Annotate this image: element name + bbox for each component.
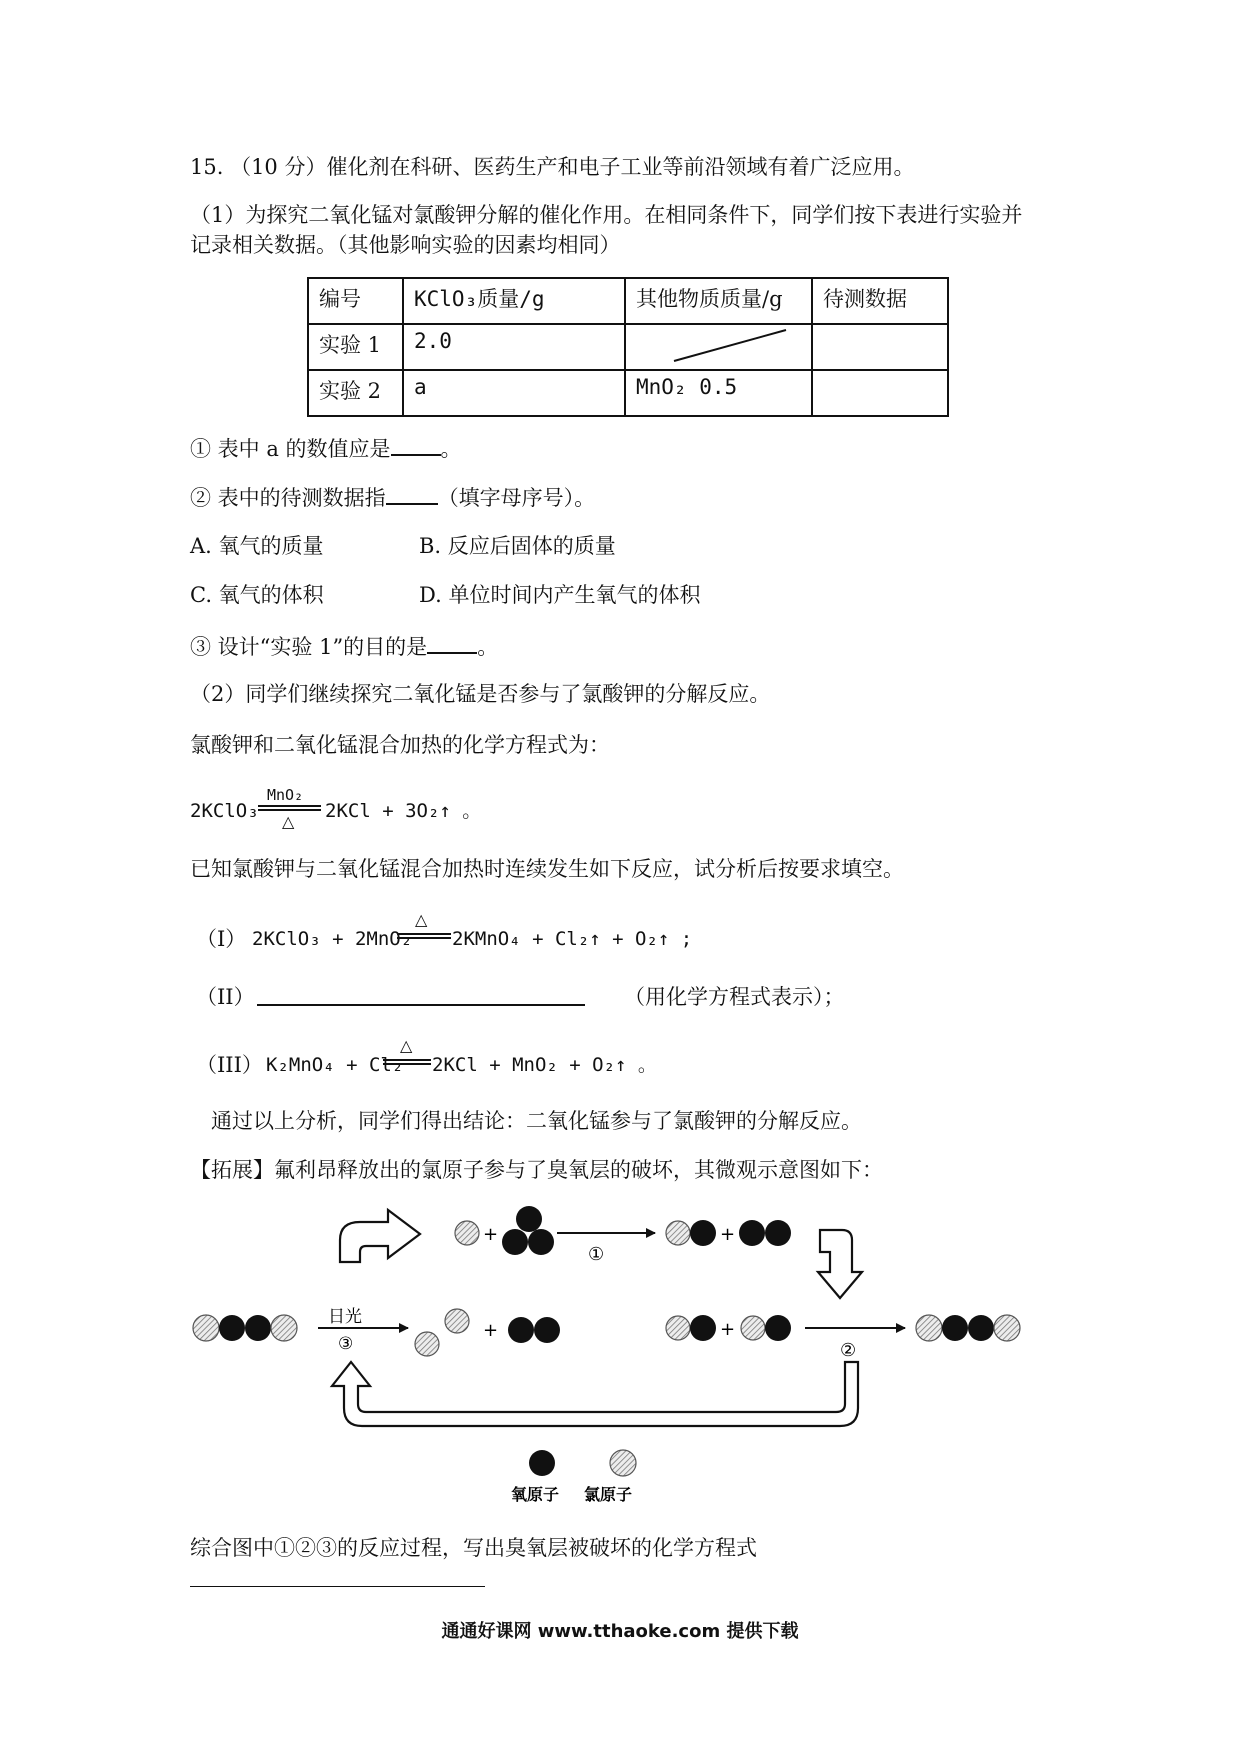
oxygen-atom [765,1220,791,1246]
part2-intro: （2）同学们继续探究二氧化锰是否参与了氯酸钾的分解反应。 [190,682,771,706]
reaction-1-left: 2KClO₃ + 2MnO₂ [252,928,413,950]
plus-sign: + [483,1320,499,1341]
reaction-2-note: （用化学方程式表示）； [624,985,845,1009]
part1-line2: 记录相关数据。（其他影响实验的因素均相同） [190,233,621,257]
part1-line1: （1）为探究二氧化锰对氯酸钾分解的催化作用。在相同条件下，同学们按下表进行实验并 [190,203,1023,227]
option-c: C. 氧气的体积 [190,583,324,607]
question-2-text: ② 表中的待测数据指 [190,486,386,510]
table-header-cell: 待测数据 [812,278,948,324]
table-header-cell: 其他物质质量/g [625,278,812,324]
main-eq-heat: △ [282,812,295,831]
oxygen-atom [516,1206,542,1232]
question-1-text: ① 表中 a 的数值应是 [190,437,391,461]
table-cell: MnO₂ 0.5 [625,370,812,416]
table-cell: 实验 2 [308,370,403,416]
reaction-1-right: 2KMnO₄ + Cl₂↑ + O₂↑ ; [452,928,693,950]
oxygen-atom [765,1315,791,1341]
reaction-3-right: 2KCl + MnO₂ + O₂↑ 。 [432,1054,657,1076]
question-3-text: ③ 设计“实验 1”的目的是 [190,635,428,659]
reaction-3-left: K₂MnO₄ + Cl₂ [266,1054,404,1076]
chlorine-atom [445,1309,469,1333]
oxygen-atom [690,1315,716,1341]
conclusion: 通过以上分析，同学们得出结论：二氧化锰参与了氯酸钾的分解反应。 [211,1109,862,1133]
footer-watermark: 通通好课网 www.tthaoke.com 提供下载 [441,1621,799,1642]
oxygen-atom [534,1317,560,1343]
oxygen-atom [502,1229,528,1255]
option-d: D. 单位时间内产生氧气的体积 [419,583,701,607]
question-2-end: （填字母序号）。 [437,486,596,510]
chlorine-atom [666,1316,690,1340]
table-cell: 实验 1 [308,324,403,370]
question-3-end: 。 [477,635,499,659]
legend-oxygen-atom [529,1450,555,1476]
chlorine-atom [994,1315,1020,1341]
table-header-cell: KClO₃质量/g [403,278,625,324]
legend-chlorine-atom [610,1450,636,1476]
legend-chlorine-label: 氯原子 [584,1485,633,1504]
oxygen-atom [508,1317,534,1343]
chlorine-atom [271,1315,297,1341]
final-question: 综合图中①②③的反应过程，写出臭氧层被破坏的化学方程式 [190,1536,757,1560]
question-1-end: 。 [440,437,462,461]
oxygen-atom [219,1315,245,1341]
chlorine-atom [666,1221,690,1245]
chlorine-atom [455,1221,479,1245]
oxygen-atom [245,1315,271,1341]
main-eq-right: 2KCl + 3O₂↑ 。 [325,800,482,822]
main-eq-catalyst: MnO₂ [267,786,304,804]
step-3-label: ③ [338,1334,354,1354]
equation-intro: 氯酸钾和二氧化锰混合加热的化学方程式为： [190,733,610,757]
chlorine-atom [741,1316,765,1340]
extension-text: 【拓展】氟利昂释放出的氯原子参与了臭氧层的破坏，其微观示意图如下： [190,1158,883,1182]
table-cell: a [403,370,625,416]
reaction-1-heat: △ [415,910,428,929]
question-title: 15. （10 分）催化剂在科研、医药生产和电子工业等前沿领域有着广泛应用。 [190,155,915,179]
oxygen-atom [942,1315,968,1341]
reaction-3-label: （III） [196,1053,263,1077]
main-eq-left: 2KClO₃ [190,800,259,822]
oxygen-atom [528,1229,554,1255]
option-a: A. 氧气的质量 [190,534,324,558]
oxygen-atom [690,1220,716,1246]
return-arrow-icon [332,1362,858,1426]
reaction-1-label: （I） [196,927,247,951]
table-cell: 2.0 [403,324,625,370]
plus-sign: + [720,1319,736,1340]
sunlight-label: 日光 [328,1307,362,1327]
oxygen-atom [739,1220,765,1246]
plus-sign: + [720,1224,736,1245]
chlorine-atom [916,1315,942,1341]
table-header-cell: 编号 [308,278,403,324]
step-1-label: ① [588,1244,605,1265]
known-reactions-text: 已知氯酸钾与二氧化锰混合加热时连续发生如下反应，试分析后按要求填空。 [190,857,904,881]
oxygen-atom [968,1315,994,1341]
chlorine-atom [415,1332,439,1356]
footnote-divider [190,1586,485,1587]
option-b: B. 反应后固体的质量 [419,534,616,558]
reaction-3-heat: △ [400,1036,413,1055]
cycle-arrow-icon [340,1210,420,1262]
reaction-2-label: （II） [196,985,255,1009]
chlorine-atom [193,1315,219,1341]
plus-sign: + [483,1224,499,1245]
step-2-label: ② [840,1340,857,1361]
legend-oxygen-label: 氧原子 [511,1485,560,1504]
down-arrow-icon [818,1230,862,1298]
